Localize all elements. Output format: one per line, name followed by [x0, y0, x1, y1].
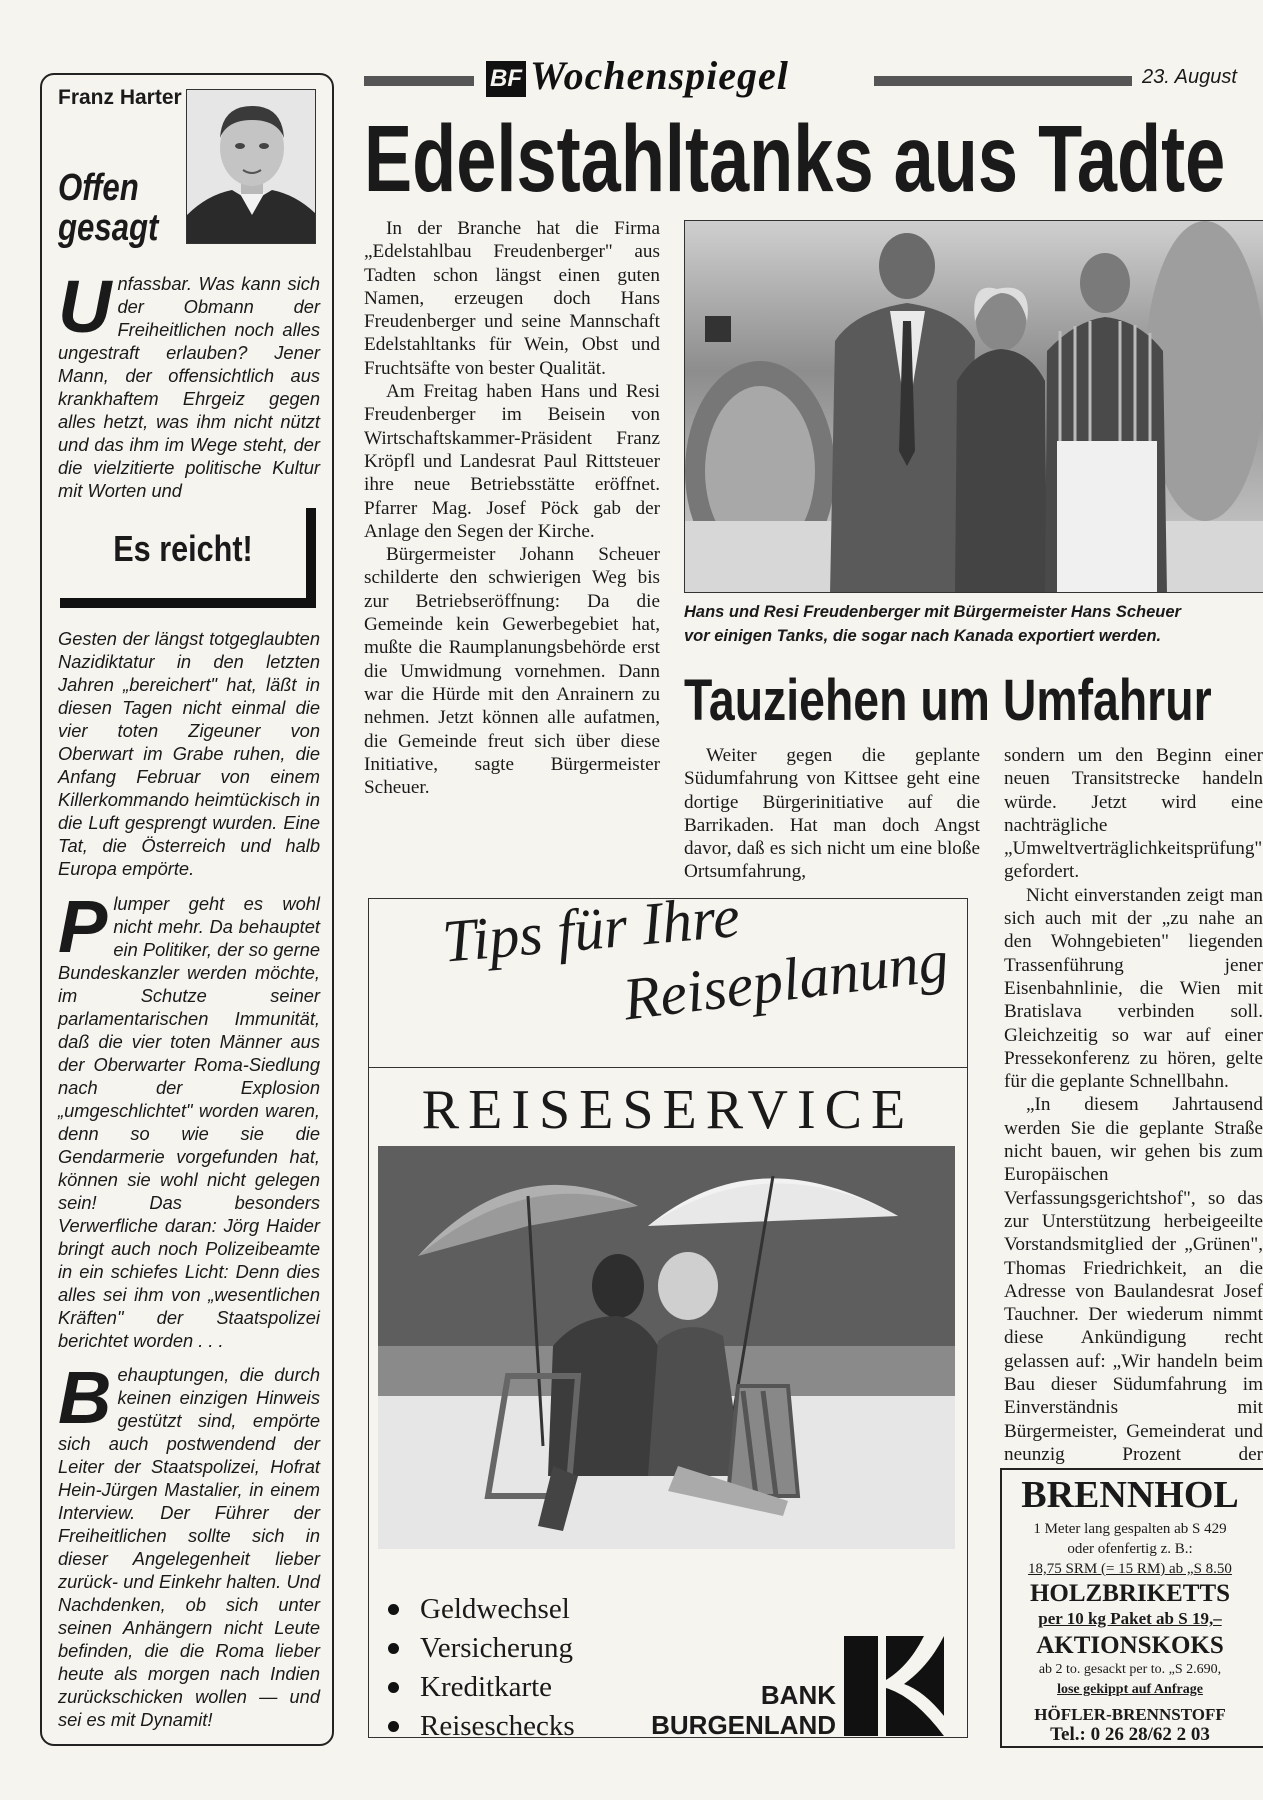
column-title-line2: gesagt — [58, 207, 159, 249]
column-title-line1: Offen — [58, 167, 139, 209]
author-portrait — [186, 89, 316, 244]
masthead-rule-right — [874, 76, 1132, 86]
photo-caption — [684, 600, 1263, 648]
main-headline: Edelstahltanks aus Tadte — [364, 106, 1226, 212]
article-1-paragraph: Bürgermeister Johann Scheuer schilderte den schwierigen Weg bis zur Betriebseröffnung: Da die Gemeinde kein Gewerbegebiet hat, mußte die Raumplanungsbehörde erst die Umwidmung vornehmen. Dann war die Hürde mit den Anrainern zu nehmen. Jetzt können alle aufatmen, die Gemeinde freut sich über diese Initiative, sagte Bürgermeister Scheuer. — [364, 544, 660, 799]
portrait-image — [187, 90, 316, 244]
paragraph-text: lumper geht es wohl nicht mehr. Da behauptet ein Politiker, der so gerne Bundeskanzler werden möchte, im Schutze seiner parlamentarischen Immunität, daß die vier toten Männer aus der Oberwarter Roma-Siedlung nach der Explosion „umgeschlichtet" worden waren, denn so wie sie die Gendarmerie vorgefunden hat, können sie wohl nicht gelegen sein! Das besonders Verwerfliche daran: Jörg Haider bringt auch noch Polizeibeamte in ein schiefes Licht: Denn dies alles sei ihm von „wesentlichen Kräften" der Staatspolizei berichtet worden . . . — [58, 893, 320, 1351]
ad-service-title: REISESERVICE — [421, 1079, 915, 1141]
article-2-paragraph: Nicht einverstanden zeigt man sich auch mit der „zu nahe an den Wohngebieten" liegenden Trassenführung jener Eisenbahnlinie, die Wien mit Bratislava verbinden soll. Gleichzeitig so war auf einer Pressekonferenz zu hören, gelte für die geplante Schnellbahn. — [1004, 884, 1263, 1093]
firewood-price-line: 18,75 SRM (= 15 RM) ab „S 8.50 — [1028, 1561, 1232, 1577]
article-2-column-2 — [1004, 744, 1263, 1464]
briketts-price: per 10 kg Paket ab S 19,– — [1038, 1609, 1222, 1628]
ad-service-list — [386, 1590, 575, 1746]
ad-tagline-1: Tips für Ihre — [439, 883, 743, 975]
bank-logo-icon — [844, 1636, 944, 1736]
list-item: Reiseschecks — [386, 1707, 575, 1746]
column-title — [58, 168, 158, 248]
dropcap: B — [58, 1356, 112, 1439]
beach-photo-image — [378, 1146, 955, 1549]
firewood-price-line: oder ofenfertig z. B.: — [1067, 1541, 1193, 1557]
masthead-logo-text: Wochenspiegel — [530, 53, 789, 98]
ad-beach-photo — [378, 1146, 955, 1549]
ad-divider — [368, 1067, 968, 1068]
list-item: Geldwechsel — [386, 1590, 575, 1629]
article-2-paragraph: Weiter gegen die geplante Südumfahrung von Kittsee geht eine dortige Bürgerinitiative auf die Barrikaden. Hat man doch Angst davor, daß es sich nicht um eine bloße Ortsumfahrung, — [684, 745, 980, 883]
koks-price: ab 2 to. gesackt per to. „S 2.690, — [1038, 1662, 1222, 1677]
koks-heading: AKTIONSKOKS — [1036, 1632, 1224, 1659]
commentary-paragraph-3 — [58, 885, 320, 1352]
secondary-headline: Tauziehen um Umfahrur — [684, 668, 1212, 733]
commentary-paragraph-4 — [58, 1356, 320, 1731]
article-1-paragraph: Am Freitag haben Hans und Resi Freudenberger im Beisein von Wirtschaftskammer-Präsident Franz Kröpfl und Landesrat Paul Rittsteuer ihre neue Betriebsstätte eröffnet. Pfarrer Mag. Josef Pöck gab der Anlage den Segen der Kirche. — [364, 381, 660, 542]
koks-note: lose gekippt auf Anfrage — [1057, 1682, 1203, 1697]
tank-photo-image — [685, 221, 1263, 593]
photo-caption-line1: Hans und Resi Freudenberger mit Bürgermeister Hans Scheuer — [684, 603, 1181, 621]
bank-name-line2: BURGENLAND — [651, 1710, 836, 1740]
firewood-title: BRENNHOL — [1021, 1474, 1239, 1516]
paragraph-text: nfassbar. Was kann sich der Obmann der Freiheitlichen noch alles ungestraft erlauben? Jener Mann, der offensichtlich aus krankhaftem Ehrgeiz gegen alles hetzt, was ihm nicht nützt und das ihm im Wege steht, der die vielzitierte politische Kultur mit Worten und — [58, 273, 320, 501]
bank-name — [630, 1680, 836, 1740]
photo-caption-line2: vor einigen Tanks, die sogar nach Kanada exportiert werden. — [684, 627, 1162, 645]
boxed-heading: Es reicht! — [113, 528, 253, 569]
ad-tagline-2: Reiseplanung — [619, 927, 952, 1033]
list-item: Versicherung — [386, 1629, 575, 1668]
article-2-column-1 — [684, 744, 980, 884]
briketts-heading: HOLZBRIKETTS — [1029, 1580, 1231, 1607]
firewood-phone: Tel.: 0 26 28/62 2 03 — [1050, 1724, 1210, 1745]
dropcap: P — [58, 885, 108, 968]
masthead-rule-left — [364, 76, 474, 86]
commentary-paragraph-2: Gesten der längst totgeglaubten Nazidiktatur in den letzten Jahren „bereichert" hat, läßt in diesen Tagen nicht einmal die vier toten Zigeuner von Oberwart im Grabe ruhen, die Anfang Februar von einem Killerkommando heimtückisch in die Luft gesprengt wurden. Eine Tat, die Österreich und halb Europa empörte. — [58, 628, 320, 879]
article-2-paragraph: sondern um den Beginn einer neuen Transitstrecke handeln würde. Jetzt wird eine nachträgliche „Umweltverträglichkeitsprüfung" gefordert. — [1004, 745, 1263, 883]
firewood-price-line: 1 Meter lang gespalten ab S 429 — [1033, 1521, 1227, 1537]
paragraph-text: ehauptungen, die durch keinen einzigen Hinweis gestützt sind, empörte sich auch postwendend der Leiter der Staatspolizei, Hofrat Hein-Jürgen Mastalier, in einem Interview. Der Führer der Freiheitlichen sollte sich in dieser Angelegenheit lieber zurück- und Einkehr halten. Und Nachdenken, ob sich unter seinen Anhängern nicht Leute befinden, die die Roma lieber heute als morgen nach Indien zurückschicken wollen — und sei es mit Dynamit! — [58, 1364, 320, 1730]
issue-date: 23. August — [1142, 66, 1237, 88]
article-2-paragraph: „In diesem Jahrtausend werden Sie die geplante Straße nicht bauen, wir gehen bis zum Europäischen Verfassungsgerichtshof", so das zur Unterstützung herbeigeeilte Vorstandsmitglied der „Grünen", Thomas Friedrichkeit, an die Adresse von Baulandesrat Josef Tauchner. Der wiederum nimmt diese Ankündigung recht gelassen auf: „Wir handeln beim Bau dieser Südumfahrung im Einverständnis mit Bürgermeister, Gemeinderat und neunzig Prozent der — [1004, 1094, 1263, 1464]
article-photo — [684, 220, 1263, 593]
list-item: Kreditkarte — [386, 1668, 575, 1707]
dropcap: U — [58, 265, 112, 348]
author-name: Franz Harter — [58, 86, 182, 109]
firewood-company: HÖFLER-BRENNSTOFF — [1034, 1705, 1226, 1724]
commentary-paragraph-1 — [58, 265, 320, 502]
bank-name-line1: BANK — [760, 1680, 836, 1710]
article-1-body — [364, 217, 660, 799]
article-1-paragraph: In der Branche hat die Firma „Edelstahlbau Freudenberger" aus Tadten schon längst einen guten Namen, erzeugen doch Hans Freudenberger und seine Mannschaft Edelstahltanks für Wein, Obst und Fruchtsäfte von bester Qualität. — [364, 218, 660, 379]
masthead-logo-mark: BF — [486, 61, 526, 97]
